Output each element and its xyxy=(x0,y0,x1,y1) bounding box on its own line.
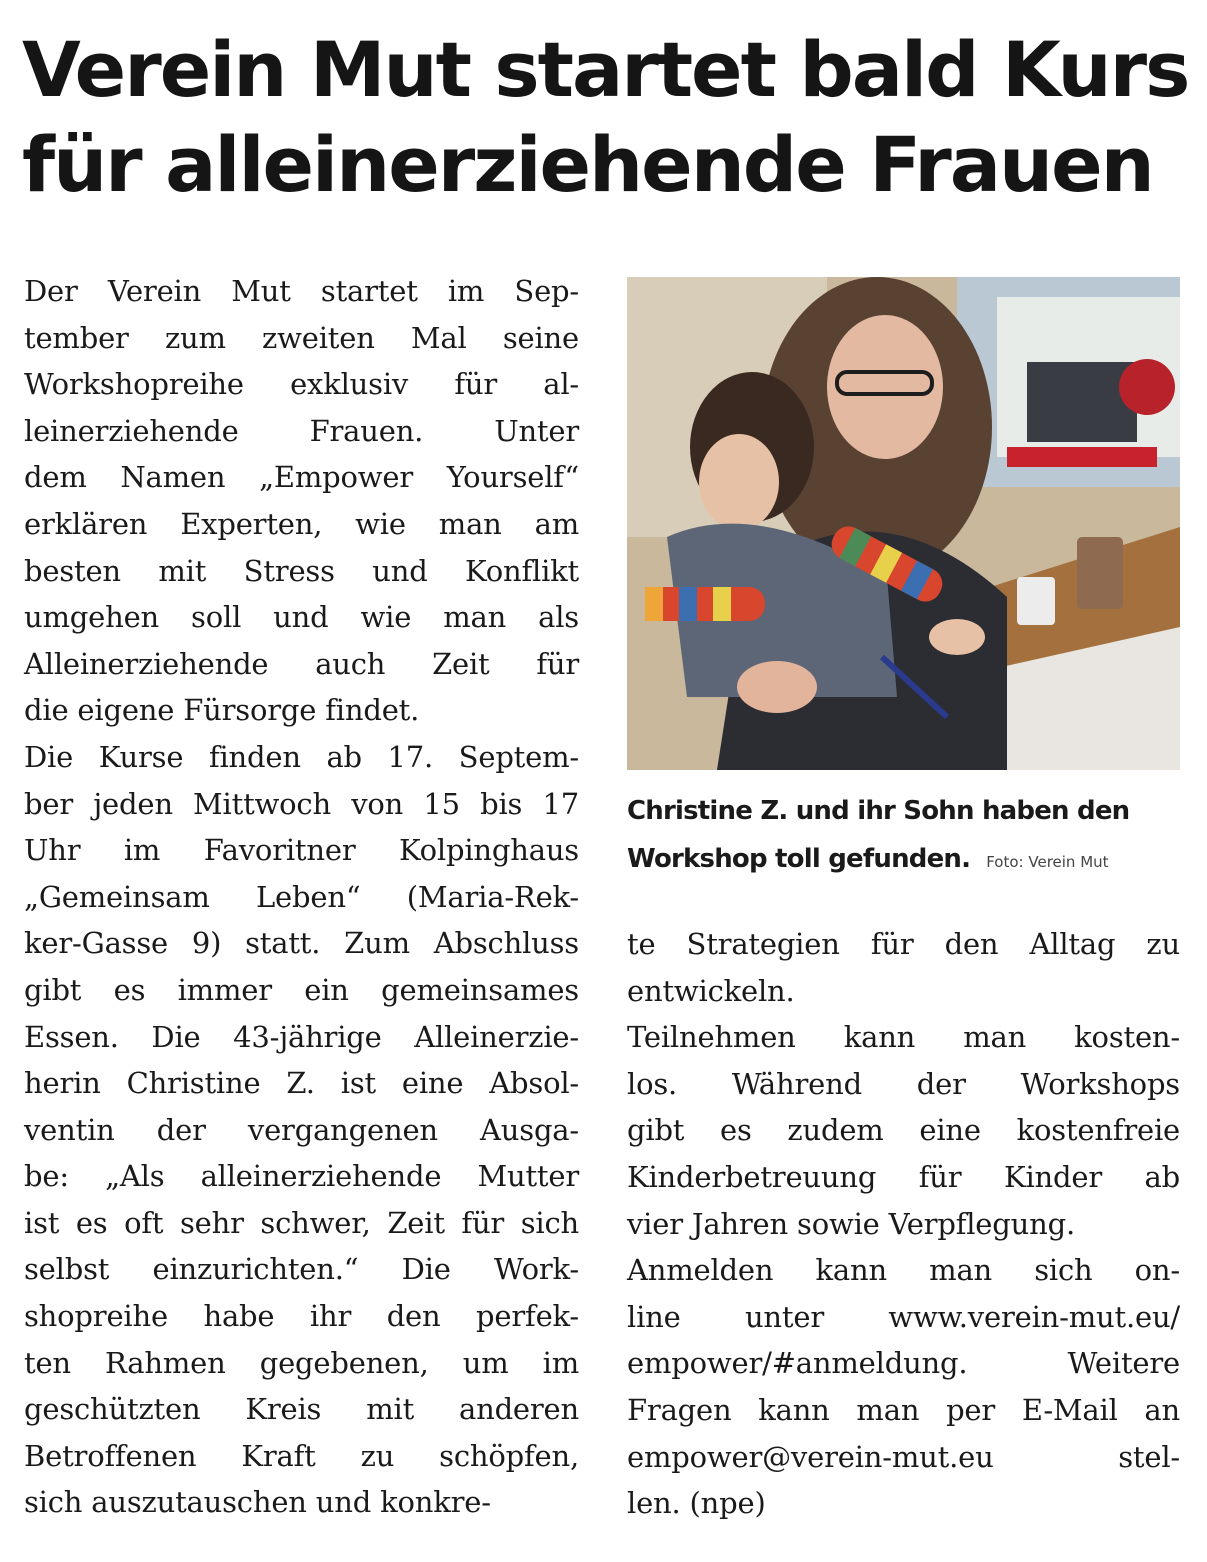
caption-line-2 xyxy=(627,835,1187,886)
text-line: besten mit Stress und Konflikt xyxy=(24,553,579,588)
text-line: ker-Gasse 9) statt. Zum Abschluss xyxy=(24,926,579,961)
text-line: te Strategien für den Alltag zu xyxy=(627,927,1180,961)
caption-line: Christine Z. und ihr Sohn haben den xyxy=(627,796,1130,826)
text-line: Die Kurse finden ab 17. Septem- xyxy=(24,739,579,774)
text-line: Betroffenen Kraft zu schöpfen, xyxy=(24,1438,579,1473)
text-line: gibt es zudem eine kostenfreie xyxy=(627,1113,1180,1148)
text-line: Anmelden kann man sich on- xyxy=(627,1253,1180,1288)
text-line: los. Während der Workshops xyxy=(627,1066,1180,1101)
body-column-right xyxy=(627,921,1180,1527)
headline-line: Verein Mut startet bald Kurs xyxy=(22,25,1189,114)
text-line: vier Jahren sowie Verpflegung. xyxy=(627,1206,1075,1241)
text-line: leinerziehende Frauen. Unter xyxy=(24,413,579,448)
text-line: die eigene Fürsorge findet. xyxy=(24,693,420,728)
article-photo xyxy=(627,277,1180,770)
text-line: Kinderbetreuung für Kinder ab xyxy=(627,1159,1180,1194)
text-line: len. (npe) xyxy=(627,1486,766,1521)
text-line: herin Christine Z. ist eine Absol- xyxy=(24,1066,579,1101)
text-line: Der Verein Mut startet im Sep- xyxy=(24,274,579,308)
text-line: „Gemeinsam Leben“ (Maria-Rek- xyxy=(24,879,579,914)
text-line: empower@verein-mut.eu stel- xyxy=(627,1439,1180,1474)
text-line: Teilnehmen kann man kosten- xyxy=(627,1020,1180,1055)
text-line: ventin der vergangenen Ausga- xyxy=(24,1112,579,1147)
text-line: sich auszutauschen und konkre- xyxy=(24,1485,491,1520)
text-line: line unter www.verein-mut.eu/ xyxy=(627,1299,1180,1334)
text-line: shopreihe habe ihr den perfek- xyxy=(24,1299,579,1334)
caption-line: Workshop toll gefunden. xyxy=(627,844,971,874)
headline-line: für alleinerziehende Frauen xyxy=(22,120,1153,209)
text-line: Fragen kann man per E-Mail an xyxy=(627,1392,1180,1427)
text-line: be: „Als alleinerziehende Mutter xyxy=(24,1159,579,1194)
photo-credit: Foto: Verein Mut xyxy=(986,853,1109,871)
photo-illustration xyxy=(627,277,1180,770)
text-line: Uhr im Favoritner Kolpinghaus xyxy=(24,833,579,868)
text-line: dem Namen „Empower Yourself“ xyxy=(24,460,579,495)
text-line: gibt es immer ein gemeinsames xyxy=(24,972,579,1007)
text-line: erklären Experten, wie man am xyxy=(24,506,579,541)
text-line: Essen. Die 43-jährige Alleinerzie- xyxy=(24,1019,579,1054)
text-line: selbst einzurichten.“ Die Work- xyxy=(24,1252,579,1287)
text-line: Alleinerziehende auch Zeit für xyxy=(24,646,579,681)
text-line: ist es oft sehr schwer, Zeit für sich xyxy=(24,1205,579,1240)
headline xyxy=(22,22,1192,212)
text-line: umgehen soll und wie man als xyxy=(24,600,579,635)
text-line: empower/#anmeldung. Weitere xyxy=(627,1346,1180,1381)
text-line: Workshopreihe exklusiv für al- xyxy=(24,367,579,402)
photo-caption xyxy=(627,787,1187,886)
text-line: ten Rahmen gegebenen, um im xyxy=(24,1345,579,1380)
body-column-left xyxy=(24,268,579,1526)
text-line: geschützten Kreis mit anderen xyxy=(24,1392,579,1427)
text-line: tember zum zweiten Mal seine xyxy=(24,320,579,355)
text-line: entwickeln. xyxy=(627,973,795,1008)
text-line: ber jeden Mittwoch von 15 bis 17 xyxy=(24,786,579,821)
